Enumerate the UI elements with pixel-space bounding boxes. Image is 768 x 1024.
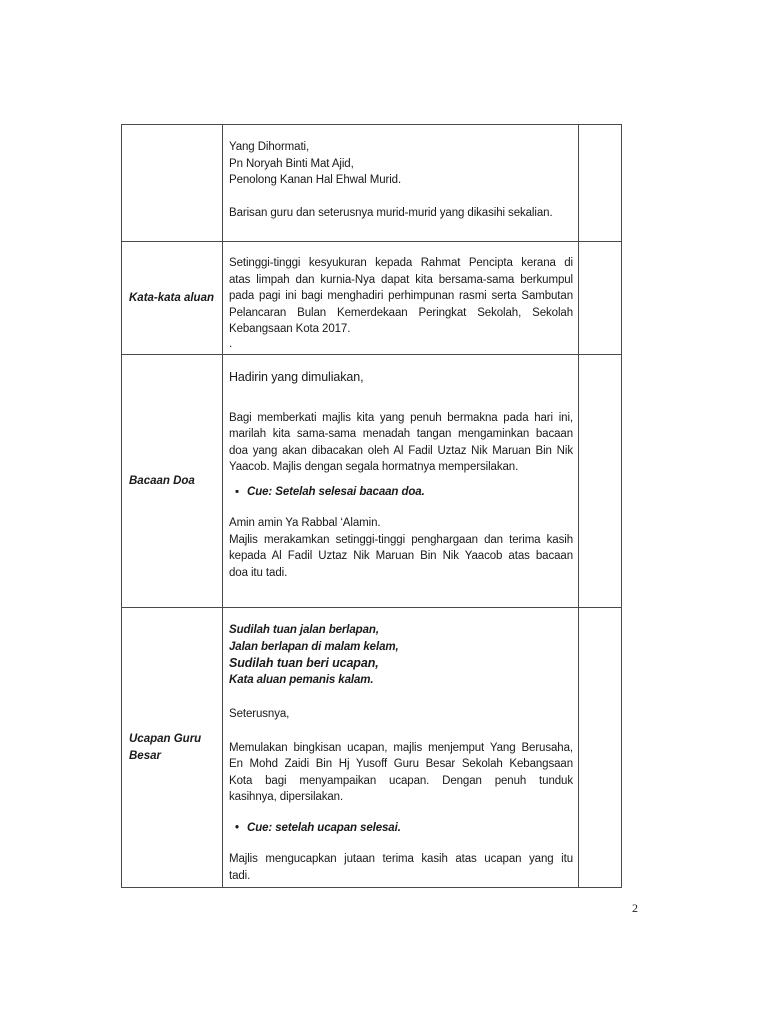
square-bullet-icon: ▪	[235, 485, 239, 498]
cue-item	[229, 484, 573, 501]
section-label-cell	[122, 125, 223, 242]
verse-line: Jalan berlapan di malam kelam,	[229, 640, 399, 653]
notes-cell	[579, 242, 622, 355]
text-line: kasihnya, dipersilakan.	[229, 791, 344, 803]
text-line: pada pagi ini bagi menghadiri perhimpunan rasmi serta Sambutan	[229, 290, 573, 302]
section-label-cell	[122, 608, 223, 888]
text-line: marilah kita sama-sama menadah tangan mengaminkan bacaan	[229, 428, 573, 440]
section-label: Bacaan Doa	[122, 355, 223, 608]
text-line: Yang Dihormati,	[229, 141, 310, 153]
text-line: Penolong Kanan Hal Ehwal Murid.	[229, 174, 402, 186]
text-line: Amin amin Ya Rabbal ‘Alamin.	[229, 517, 381, 529]
text-line: Pelancaran Bulan Kemerdekaan Peringkat Sekolah, Sekolah	[229, 306, 573, 319]
text-line: Hadirin yang dimuliakan,	[229, 370, 364, 384]
notes-cell	[579, 125, 622, 242]
event-script-table	[121, 124, 622, 888]
page-number: 2	[632, 901, 638, 915]
text-line: tadi.	[229, 869, 251, 882]
section-content-cell	[223, 125, 579, 242]
text-line: Memulakan bingkisan ucapan, majlis menjemput Yang Berusaha,	[229, 741, 573, 754]
text-line: .	[229, 337, 233, 350]
verse-line: Sudilah tuan beri ucapan,	[229, 656, 379, 670]
section-content-cell	[223, 242, 579, 355]
section-content-cell	[223, 355, 579, 608]
text-line: Barisan guru dan seterusnya murid-murid yang dikasihi sekalian.	[229, 207, 553, 219]
text-line: Majlis mengucapkan jutaan terima kasih atas ucapan yang itu	[229, 853, 573, 865]
section-label-line: Besar	[129, 749, 161, 762]
text-line: Kota bagi menyampaikan ucapan. Dengan penuh tunduk	[229, 774, 573, 787]
text-line: Pn Noryah Binti Mat Ajid,	[229, 157, 354, 170]
text-line: Seterusnya,	[229, 708, 290, 720]
table-row	[122, 608, 622, 888]
text-line: kepada Al Fadil Uztaz Nik Maruan Bin Nik Yaacob atas bacaan	[229, 550, 573, 562]
cue-text: Cue: Setelah selesai bacaan doa.	[247, 485, 425, 498]
text-line: doa yang akan dibacakan oleh Al Fadil Uztaz Nik Maruan Bin Nik	[229, 444, 573, 457]
section-label: Kata-kata aluan	[122, 242, 223, 355]
text-line: Majlis merakamkan setinggi-tinggi penghargaan dan terima kasih	[229, 533, 573, 546]
text-line: Bagi memberkati majlis kita yang penuh bermakna pada hari ini,	[229, 411, 573, 424]
section-label-line: Ucapan Guru	[129, 732, 202, 745]
notes-cell	[579, 355, 622, 608]
text-line: doa itu tadi.	[229, 566, 288, 579]
cue-item	[229, 820, 573, 837]
table-row	[122, 242, 622, 355]
section-content-cell	[223, 608, 579, 888]
text-line: En Mohd Zaidi Bin Hj Yusoff Guru Besar Sekolah Kebangsaan	[229, 758, 573, 770]
text-line: Yaacob. Majlis dengan segala hormatnya mempersilakan.	[229, 461, 519, 473]
table-row	[122, 125, 622, 242]
round-bullet-icon: •	[235, 821, 239, 834]
text-line: Kebangsaan Kota 2017.	[229, 323, 351, 335]
text-line: Setinggi-tinggi kesyukuran kepada Rahmat Pencipta kerana di	[229, 257, 573, 269]
table-row	[122, 355, 622, 608]
cue-text: Cue: setelah ucapan selesai.	[247, 821, 401, 834]
verse-line: Kata aluan pemanis kalam.	[229, 673, 374, 686]
verse-line: Sudilah tuan jalan berlapan,	[229, 624, 379, 636]
notes-cell	[579, 608, 622, 888]
text-line: atas limpah dan kurnia-Nya dapat kita bersama-sama berkumpul	[229, 273, 573, 286]
